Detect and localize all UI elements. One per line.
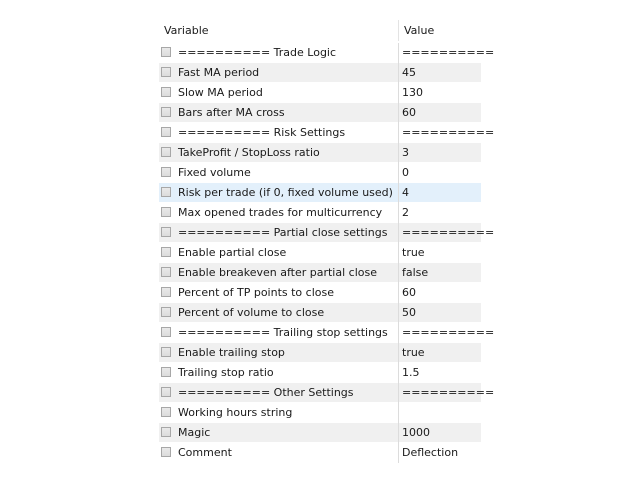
- value-cell[interactable]: 1000: [402, 423, 481, 442]
- cell-divider: [398, 83, 399, 103]
- variable-cell: Max opened trades for multicurrency: [178, 203, 397, 222]
- value-cell[interactable]: ==========: [402, 323, 481, 342]
- variable-cell: Comment: [178, 443, 397, 462]
- row-checkbox[interactable]: [161, 207, 171, 217]
- row-checkbox[interactable]: [161, 387, 171, 397]
- cell-divider: [398, 283, 399, 303]
- table-row[interactable]: [159, 63, 481, 83]
- cell-divider: [398, 343, 399, 363]
- variable-cell: ========== Risk Settings: [178, 123, 397, 142]
- variable-cell: ========== Other Settings: [178, 383, 397, 402]
- value-cell[interactable]: 0: [402, 163, 481, 182]
- value-cell[interactable]: 60: [402, 103, 481, 122]
- section-row[interactable]: [159, 323, 495, 343]
- value-cell[interactable]: 45: [402, 63, 481, 82]
- cell-divider: [398, 403, 399, 423]
- value-cell[interactable]: [402, 403, 481, 422]
- cell-divider: [398, 163, 399, 183]
- value-cell[interactable]: 4: [402, 183, 481, 202]
- row-checkbox[interactable]: [161, 327, 171, 337]
- table-row[interactable]: [159, 283, 481, 303]
- value-cell[interactable]: true: [402, 243, 481, 262]
- row-checkbox[interactable]: [161, 227, 171, 237]
- value-cell[interactable]: ==========: [402, 383, 481, 402]
- cell-divider: [398, 323, 399, 343]
- column-header-value[interactable]: Value: [404, 24, 435, 37]
- row-checkbox[interactable]: [161, 67, 171, 77]
- cell-divider: [398, 383, 399, 403]
- column-header-variable[interactable]: Variable: [164, 24, 209, 37]
- row-checkbox[interactable]: [161, 87, 171, 97]
- cell-divider: [398, 183, 399, 203]
- row-checkbox[interactable]: [161, 247, 171, 257]
- value-cell[interactable]: ==========: [402, 223, 481, 242]
- variable-cell: Slow MA period: [178, 83, 397, 102]
- section-row[interactable]: [159, 123, 495, 143]
- row-checkbox[interactable]: [161, 47, 171, 57]
- value-cell[interactable]: Deflection: [402, 443, 481, 462]
- variable-cell: Enable trailing stop: [178, 343, 397, 362]
- table-row[interactable]: [159, 423, 481, 443]
- table-row[interactable]: [159, 363, 481, 383]
- table-row[interactable]: [159, 243, 481, 263]
- variable-cell: Trailing stop ratio: [178, 363, 397, 382]
- row-checkbox[interactable]: [161, 367, 171, 377]
- variable-cell: Risk per trade (if 0, fixed volume used): [178, 183, 397, 202]
- row-checkbox[interactable]: [161, 127, 171, 137]
- cell-divider: [398, 263, 399, 283]
- cell-divider: [398, 443, 399, 463]
- cell-divider: [398, 363, 399, 383]
- row-checkbox[interactable]: [161, 347, 171, 357]
- table-row[interactable]: [159, 143, 481, 163]
- table-row[interactable]: [159, 343, 481, 363]
- table-body: [159, 43, 495, 463]
- variable-cell: Enable partial close: [178, 243, 397, 262]
- row-checkbox[interactable]: [161, 407, 171, 417]
- row-checkbox[interactable]: [161, 427, 171, 437]
- table-row[interactable]: [159, 443, 481, 463]
- value-cell[interactable]: true: [402, 343, 481, 362]
- table-header: [159, 18, 481, 43]
- value-cell[interactable]: ==========: [402, 43, 481, 62]
- variable-cell: ========== Partial close settings: [178, 223, 397, 242]
- inputs-table: [159, 18, 495, 463]
- row-checkbox[interactable]: [161, 107, 171, 117]
- value-cell[interactable]: 130: [402, 83, 481, 102]
- variable-cell: Percent of TP points to close: [178, 283, 397, 302]
- row-checkbox[interactable]: [161, 187, 171, 197]
- value-cell[interactable]: 3: [402, 143, 481, 162]
- variable-cell: ========== Trailing stop settings: [178, 323, 397, 342]
- table-row[interactable]: [159, 83, 481, 103]
- variable-cell: Bars after MA cross: [178, 103, 397, 122]
- variable-cell: Magic: [178, 423, 397, 442]
- variable-cell: TakeProfit / StopLoss ratio: [178, 143, 397, 162]
- cell-divider: [398, 203, 399, 223]
- table-row[interactable]: [159, 203, 481, 223]
- section-row[interactable]: [159, 43, 495, 63]
- value-cell[interactable]: 2: [402, 203, 481, 222]
- variable-cell: ========== Trade Logic: [178, 43, 397, 62]
- value-cell[interactable]: false: [402, 263, 481, 282]
- table-row[interactable]: [159, 403, 481, 423]
- variable-cell: Enable breakeven after partial close: [178, 263, 397, 282]
- row-checkbox[interactable]: [161, 147, 171, 157]
- value-cell[interactable]: 60: [402, 283, 481, 302]
- cell-divider: [398, 423, 399, 443]
- variable-cell: Working hours string: [178, 403, 397, 422]
- cell-divider: [398, 243, 399, 263]
- row-checkbox[interactable]: [161, 447, 171, 457]
- cell-divider: [398, 303, 399, 323]
- row-checkbox[interactable]: [161, 267, 171, 277]
- row-checkbox[interactable]: [161, 167, 171, 177]
- cell-divider: [398, 103, 399, 123]
- value-cell[interactable]: 50: [402, 303, 481, 322]
- cell-divider: [398, 223, 399, 243]
- table-row[interactable]: [159, 103, 481, 123]
- cell-divider: [398, 143, 399, 163]
- cell-divider: [398, 43, 399, 63]
- row-checkbox[interactable]: [161, 287, 171, 297]
- cell-divider: [398, 63, 399, 83]
- variable-cell: Fixed volume: [178, 163, 397, 182]
- column-divider[interactable]: [398, 20, 399, 41]
- table-row[interactable]: [159, 263, 481, 283]
- section-row[interactable]: [159, 223, 495, 243]
- variable-cell: Percent of volume to close: [178, 303, 397, 322]
- table-row[interactable]: [159, 163, 481, 183]
- variable-cell: Fast MA period: [178, 63, 397, 82]
- cell-divider: [398, 123, 399, 143]
- row-checkbox[interactable]: [161, 307, 171, 317]
- value-cell[interactable]: ==========: [402, 123, 481, 142]
- section-row[interactable]: [159, 383, 495, 403]
- value-cell[interactable]: 1.5: [402, 363, 481, 382]
- table-row[interactable]: [159, 183, 481, 203]
- table-row[interactable]: [159, 303, 481, 323]
